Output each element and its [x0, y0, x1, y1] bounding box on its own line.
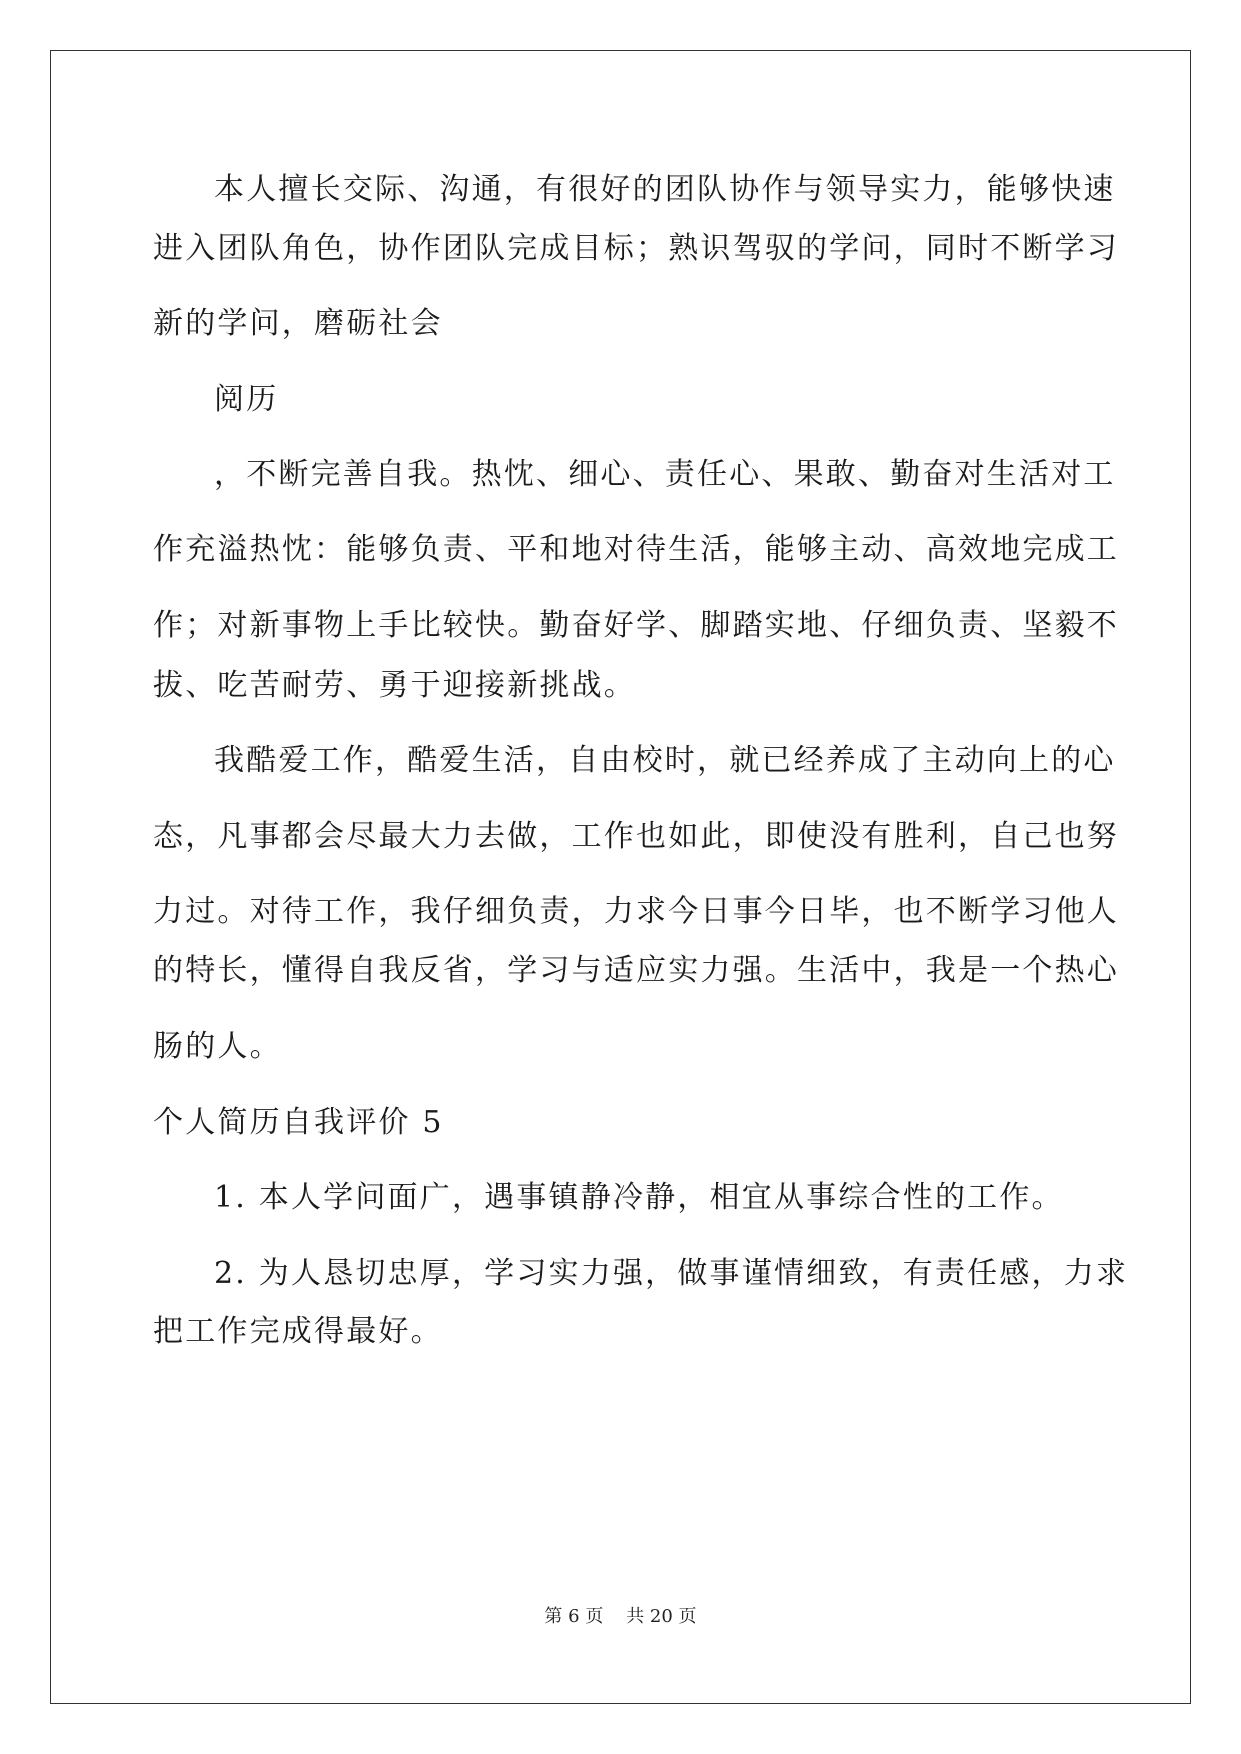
paragraph-line: 阅历: [214, 382, 279, 417]
paragraph-line: 态，凡事都会尽最大力去做，工作也如此，即使没有胜利，自己也努: [153, 819, 1119, 854]
section-heading: 个人简历自我评价 5: [153, 1105, 444, 1140]
list-item: 2. 为人恳切忠厚，学习实力强，做事谨情细致，有责任感，力求: [214, 1256, 1129, 1291]
paragraph-line: 作充溢热忱：能够负责、平和地对待生活，能够主动、高效地完成工: [153, 532, 1119, 567]
paragraph-line: 肠的人。: [153, 1029, 282, 1064]
paragraph-line: 新的学问，磨砺社会: [153, 306, 443, 341]
paragraph-line: 作；对新事物上手比较快。勤奋好学、脚踏实地、仔细负责、坚毅不: [153, 608, 1119, 643]
paragraph-line: ，不断完善自我。热忱、细心、责任心、果敢、勤奋对生活对工: [214, 457, 1116, 492]
paragraph-line: 进入团队角色，协作团队完成目标；熟识驾驭的学问，同时不断学习: [153, 231, 1119, 266]
page-border: [50, 50, 1191, 1704]
paragraph-line: 我酷爱工作，酷爱生活，自由校时，就已经养成了主动向上的心: [214, 743, 1116, 778]
paragraph-line: 的特长，懂得自我反省，学习与适应实力强。生活中，我是一个热心: [153, 953, 1119, 988]
paragraph-line: 本人擅长交际、沟通，有很好的团队协作与领导实力，能够快速: [214, 172, 1116, 207]
list-item-continuation: 把工作完成得最好。: [153, 1314, 443, 1349]
paragraph-line: 拔、吃苦耐劳、勇于迎接新挑战。: [153, 668, 636, 703]
list-item: 1. 本人学问面广，遇事镇静冷静，相宜从事综合性的工作。: [214, 1180, 1064, 1215]
paragraph-line: 力过。对待工作，我仔细负责，力求今日事今日毕，也不断学习他人: [153, 894, 1119, 929]
page-footer: 第 6 页 共 20 页: [544, 1606, 697, 1627]
